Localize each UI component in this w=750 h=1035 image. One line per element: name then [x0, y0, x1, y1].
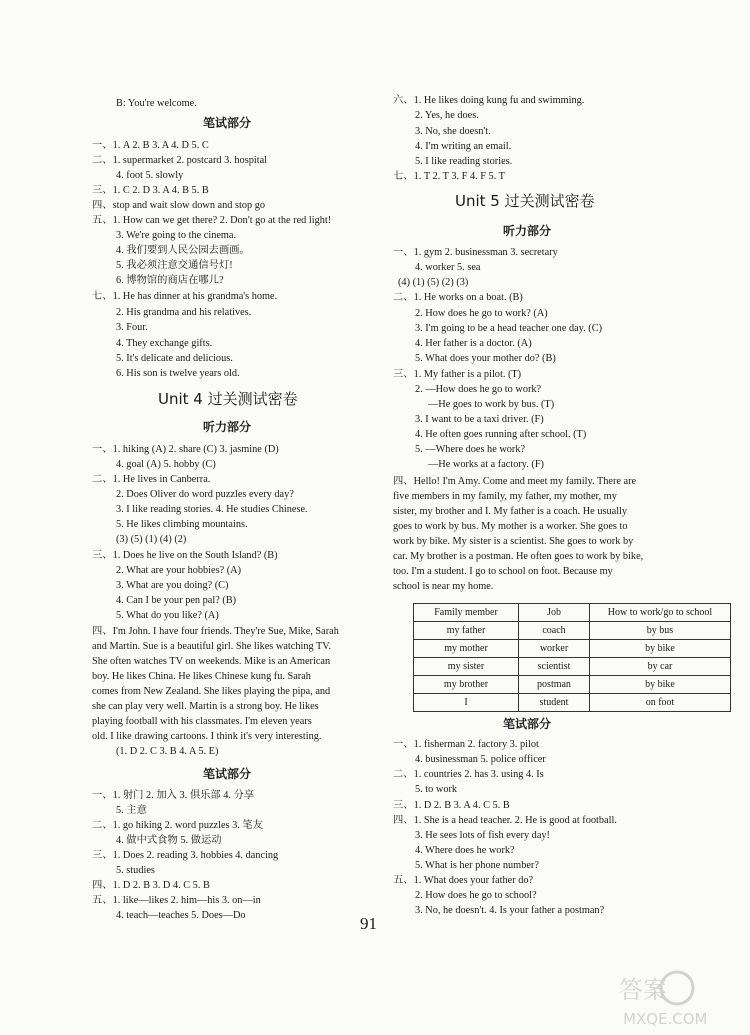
watermark-logo: [615, 968, 743, 1030]
table-row: [414, 640, 731, 658]
answer-line: 3. No, she doesn't.: [415, 126, 491, 137]
section-heading: 笔试部分: [203, 116, 252, 130]
answer-line: 三、1. C 2. D 3. A 4. B 5. B: [92, 185, 209, 196]
answer-line: school is near my home.: [393, 581, 494, 592]
table-cell: scientist: [519, 658, 590, 676]
unit-title: Unit 4 过关测试密卷: [158, 390, 298, 408]
answer-line: (3) (5) (1) (4) (2): [116, 534, 187, 545]
answer-line: 3. I want to be a taxi driver. (F): [415, 414, 544, 425]
answer-line: 四、I'm John. I have four friends. They're Sue, Mike, Sarah: [92, 626, 339, 637]
table-cell: coach: [519, 622, 590, 640]
answer-line: 七、1. He has dinner at his grandma's home.: [92, 291, 278, 302]
answer-line: 四、1. She is a head teacher. 2. He is good at football.: [393, 815, 617, 826]
answer-line: 4. foot 5. slowly: [116, 170, 184, 181]
answer-line: 一、1. A 2. B 3. A 4. D 5. C: [92, 140, 209, 151]
answer-line: 2. His grandma and his relatives.: [116, 307, 252, 318]
answer-line: 4. worker 5. sea: [415, 262, 481, 273]
table-row: [414, 694, 731, 712]
answer-line: 2. Yes, he does.: [415, 110, 479, 121]
table-header-cell: Family member: [414, 604, 519, 622]
answer-line: five members in my family, my father, my mother, my: [393, 491, 617, 502]
answer-line: 三、1. Does he live on the South Island? (B): [92, 550, 278, 561]
answer-line: 3. We're going to the cinema.: [116, 230, 237, 241]
answer-line: 三、1. Does 2. reading 3. hobbies 4. dancing: [92, 850, 279, 861]
answer-line: comes from New Zealand. She likes playing the pipa, and: [92, 686, 331, 697]
table-cell: my father: [414, 622, 519, 640]
answer-line: —He goes to work by bus. (T): [428, 399, 555, 410]
table-cell: by bike: [590, 676, 731, 694]
family-table: [413, 603, 731, 712]
answer-line: 一、1. fisherman 2. factory 3. pilot: [393, 739, 539, 750]
answer-line: 三、1. My father is a pilot. (T): [393, 369, 522, 380]
answer-line: 5. studies: [116, 865, 155, 876]
answer-line: car. My brother is a postman. He often goes to work by bike,: [393, 551, 644, 562]
answer-line: 4. businessman 5. police officer: [415, 754, 546, 765]
table-cell: postman: [519, 676, 590, 694]
answer-line: old. I like drawing cartoons. I think it's very interesting.: [92, 731, 322, 742]
answer-line: 四、Hello! I'm Amy. Come and meet my family. There are: [393, 476, 637, 487]
answer-line: 3. What are you doing? (C): [116, 580, 229, 591]
answer-line: 5. 我必须注意交通信号灯!: [116, 260, 233, 271]
table-cell: worker: [519, 640, 590, 658]
answer-line: 一、1. hiking (A) 2. share (C) 3. jasmine (D): [92, 444, 279, 455]
answer-line: boy. He likes China. He likes Chinese kung fu. Sarah: [92, 671, 311, 682]
table-cell: my mother: [414, 640, 519, 658]
table-row: [414, 676, 731, 694]
answer-line: 5. to work: [415, 784, 458, 795]
answer-line: playing football with his classmates. I'm eleven years: [92, 716, 312, 727]
answer-line: 5. What does your mother do? (B): [415, 353, 556, 364]
answer-line: too. I'm a student. I go to school on foot. Because my: [393, 566, 613, 577]
answer-line: 2. —How does he go to work?: [415, 384, 542, 395]
section-heading: 笔试部分: [503, 717, 552, 731]
answer-line: 五、1. like—likes 2. him—his 3. on—in: [92, 895, 261, 906]
answer-line: 4. He often goes running after school. (T): [415, 429, 587, 440]
answer-line: 5. —Where does he work?: [415, 444, 526, 455]
page-number: 91: [360, 914, 377, 933]
table-header-cell: How to work/go to school: [590, 604, 731, 622]
answer-line: 3. No, he doesn't. 4. Is your father a postman?: [415, 905, 605, 916]
section-heading: 听力部分: [203, 420, 252, 434]
table-cell: by bike: [590, 640, 731, 658]
answer-line: —He works at a factory. (F): [428, 459, 544, 470]
section-heading: 笔试部分: [203, 767, 252, 781]
table-cell: my brother: [414, 676, 519, 694]
answer-line: 二、1. go hiking 2. word puzzles 3. 笔友: [92, 820, 264, 831]
answer-line: B: You're welcome.: [116, 98, 197, 109]
table-cell: I: [414, 694, 519, 712]
section-heading: 听力部分: [503, 224, 552, 238]
answer-line: 二、1. He lives in Canberra.: [92, 474, 211, 485]
answer-line: she can play very well. Martin is a strong boy. He likes: [92, 701, 319, 712]
answer-line: 5. 主意: [116, 805, 147, 816]
answer-line: 二、1. He works on a boat. (B): [393, 292, 523, 303]
answer-line: (1. D 2. C 3. B 4. A 5. E): [116, 746, 219, 757]
table-header-cell: Job: [519, 604, 590, 622]
answer-line: 5. I like reading stories.: [415, 156, 513, 167]
answer-line: 4. Can I be your pen pal? (B): [116, 595, 237, 606]
answer-line: 4. I'm writing an email.: [415, 141, 512, 152]
answer-line: 4. goal (A) 5. hobby (C): [116, 459, 216, 470]
answer-line: 五、1. What does your father do?: [393, 875, 534, 886]
answer-line: 3. I like reading stories. 4. He studies Chinese.: [116, 504, 308, 515]
answer-line: 4. teach—teaches 5. Does—Do: [116, 910, 246, 921]
table-row: [414, 658, 731, 676]
answer-line: 2. How does he go to work? (A): [415, 308, 548, 319]
answer-line: 4. Her father is a doctor. (A): [415, 338, 532, 349]
answer-line: 3. He sees lots of fish every day!: [415, 830, 550, 841]
table-cell: by bus: [590, 622, 731, 640]
answer-line: 4. 做中式食物 5. 做运动: [116, 835, 222, 846]
answer-line: 四、1. D 2. B 3. D 4. C 5. B: [92, 880, 210, 891]
answer-line: 2. What are your hobbies? (A): [116, 565, 242, 576]
family-table-header: [414, 604, 731, 622]
answer-line: 五、1. How can we get there? 2. Don't go at the red light!: [92, 215, 332, 226]
answer-line: goes to work by bus. My mother is a worker. She goes to: [393, 521, 628, 532]
answer-line: (4) (1) (5) (2) (3): [398, 277, 469, 288]
table-cell: on foot: [590, 694, 731, 712]
answer-line: 3. I'm going to be a head teacher one day. (C): [415, 323, 603, 334]
svg-text:答案: 答案: [619, 976, 667, 1004]
answer-line: 3. Four.: [116, 322, 148, 333]
answer-line: work by bike. My sister is a scientist. She goes to work by: [393, 536, 634, 547]
answer-line: 5. What is her phone number?: [415, 860, 539, 871]
svg-text:MXQE.COM: MXQE.COM: [623, 1010, 708, 1028]
answer-line: She often watches TV on weekends. Mike is an American: [92, 656, 331, 667]
table-cell: student: [519, 694, 590, 712]
answer-line: and Martin. Sue is a beautiful girl. She likes watching TV.: [92, 641, 331, 652]
answer-line: 一、1. 射门 2. 加入 3. 俱乐部 4. 分享: [92, 790, 255, 801]
answer-line: 6. His son is twelve years old.: [116, 368, 240, 379]
answer-line: 六、1. He likes doing kung fu and swimming.: [393, 95, 585, 106]
answer-line: 4. They exchange gifts.: [116, 338, 213, 349]
answer-line: 四、stop and wait slow down and stop go: [92, 200, 266, 211]
answer-line: 4. 我们要到人民公园去画画。: [116, 245, 250, 256]
answer-line: 5. What do you like? (A): [116, 610, 219, 621]
answer-line: 一、1. gym 2. businessman 3. secretary: [393, 247, 558, 258]
answer-line: 6. 博物馆的商店在哪儿?: [116, 275, 224, 286]
answer-line: 2. Does Oliver do word puzzles every day?: [116, 489, 294, 500]
answer-line: 5. It's delicate and delicious.: [116, 353, 233, 364]
answer-line: 2. How does he go to school?: [415, 890, 537, 901]
answer-line: 七、1. T 2. T 3. F 4. F 5. T: [393, 171, 505, 182]
answer-line: 4. Where does he work?: [415, 845, 515, 856]
answer-line: 三、1. D 2. B 3. A 4. C 5. B: [393, 800, 510, 811]
answer-line: sister, my brother and I. My father is a coach. He usually: [393, 506, 628, 517]
table-row: [414, 622, 731, 640]
table-cell: my sister: [414, 658, 519, 676]
answer-line: 5. He likes climbing mountains.: [116, 519, 248, 530]
unit-title: Unit 5 过关测试密卷: [455, 192, 595, 210]
answer-line: 二、1. countries 2. has 3. using 4. Is: [393, 769, 544, 780]
table-cell: by car: [590, 658, 731, 676]
answer-line: 二、1. supermarket 2. postcard 3. hospital: [92, 155, 268, 166]
